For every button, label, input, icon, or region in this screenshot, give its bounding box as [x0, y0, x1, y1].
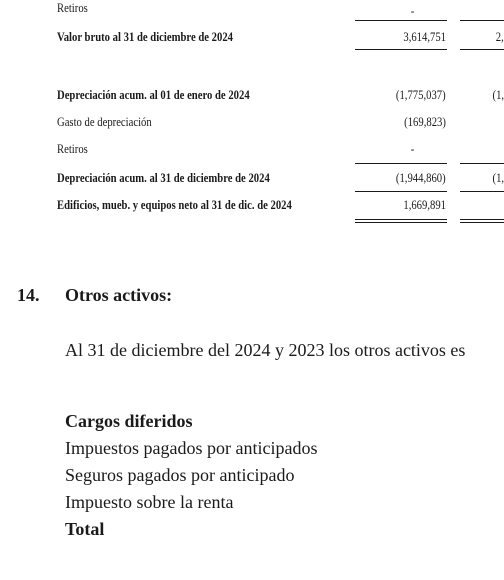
table-row-label: Depreciación acum. al 31 de diciembre de 2024 [57, 170, 270, 185]
list-item: Seguros pagados por anticipado [65, 465, 295, 485]
table-row-value: 1,669,891 [403, 197, 446, 212]
table-row-label: Depreciación acum. al 01 de enero de 2024 [57, 87, 250, 102]
total-rule [460, 191, 504, 192]
table-row-value: - [410, 141, 414, 156]
table-row-value-prior: 2, [496, 29, 504, 44]
double-rule [460, 222, 504, 223]
table-row-value: (1,944,860) [396, 170, 446, 185]
list-item: Impuesto sobre la renta [65, 492, 234, 512]
table-row-label: Edificios, mueb. y equipos neto al 31 de dic. de 2024 [57, 197, 292, 212]
total-rule [355, 49, 447, 50]
subtotal-rule [460, 163, 504, 164]
subtotal-rule [460, 20, 504, 21]
double-rule [355, 222, 447, 223]
table-row-value: (169,823) [404, 114, 446, 129]
subtotal-rule [355, 163, 447, 164]
table-row-label: Retiros [57, 141, 88, 156]
double-rule [355, 219, 447, 220]
total-rule [460, 49, 504, 50]
subtotal-rule [355, 20, 447, 21]
subheading: Cargos diferidos [65, 411, 193, 431]
total-rule [355, 191, 447, 192]
table-row-value-prior: (1, [492, 170, 504, 185]
table-row-label: Retiros [57, 0, 88, 15]
table-row-value: (1,775,037) [396, 87, 446, 102]
list-item: Impuestos pagados por anticipados [65, 438, 318, 458]
table-row-value: 3,614,751 [403, 29, 446, 44]
section-intro: Al 31 de diciembre del 2024 y 2023 los otros activos es [65, 340, 466, 360]
section-title: Otros activos: [65, 285, 173, 305]
double-rule [460, 219, 504, 220]
table-row-label: Gasto de depreciación [57, 114, 152, 129]
section-number: 14. [17, 285, 40, 305]
table-row-value: - [410, 3, 414, 18]
table-row-label: Valor bruto al 31 de diciembre de 2024 [57, 29, 233, 44]
table-row-value-prior: (1, [492, 87, 504, 102]
total-label: Total [65, 519, 105, 539]
